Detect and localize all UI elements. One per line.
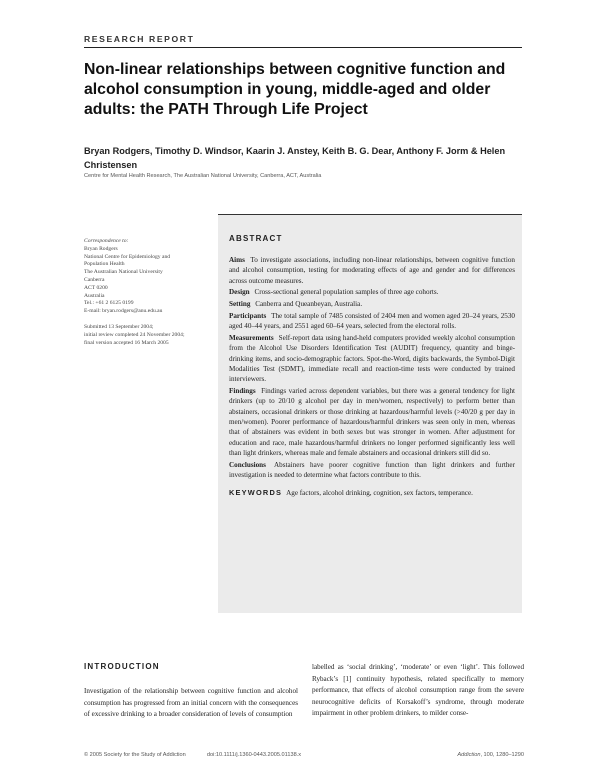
top-rule — [84, 47, 522, 48]
participants-text: The total sample of 7485 consisted of 2404 men and women aged 20–24 years, 2530 aged 40–44 years, and 2551 aged 60–64 years, selected from the electoral rolls. — [229, 311, 516, 331]
correspondence-line: ACT 0200 — [84, 284, 108, 291]
introduction-left-column: Investigation of the relationship between cognitive function and alcohol consumption has progressed from an initial concern with the consequences of excessive drinking to a broader consideration of levels of consumption — [84, 687, 298, 719]
abstract-rule — [218, 214, 522, 215]
footer-left — [84, 752, 301, 758]
abstract-design — [229, 287, 515, 297]
section-label: RESEARCH REPORT — [84, 34, 195, 44]
design-text: Cross-sectional general population samples of three age cohorts. — [254, 288, 439, 297]
abstract-conclusions — [229, 460, 515, 481]
correspondence-line: Australia — [84, 292, 105, 299]
footer-right — [457, 752, 524, 758]
abstract-aims — [229, 255, 515, 286]
doi-text[interactable]: doi:10.1111/j.1360-0443.2005.01138.x — [206, 752, 302, 758]
introduction-heading: INTRODUCTION — [84, 662, 160, 671]
keywords-text: Age factors, alcohol drinking, cognition, sex factors, temperance. — [286, 489, 473, 498]
abstract-heading: ABSTRACT — [229, 234, 283, 243]
submitted-date: Submitted 13 September 2004; — [84, 323, 154, 330]
abstract-setting — [229, 299, 515, 309]
aims-label: Aims — [229, 256, 245, 264]
design-label: Design — [229, 288, 250, 297]
abstract-keywords — [229, 488, 515, 498]
findings-text: Findings varied across dependent variables, but there was a general tendency for light drinkers (up to 20/10 g alcohol per day in men/women, respectively) to perform better than abstainers, occasional drinkers or those drinking at hazardous/harmful levels (>40/20 g per day in men/women). Poorer performance of hazardous/harmful drinkers was seen only in men, whereas that of abstainers was evident in both sexes but was stronger in women. After adjustment for education and race, male hazardous/harmful drinkers no longer performed significantly less well than light drinkers, whereas male and female abstainers and occasional drinkers still did so. — [229, 387, 515, 457]
abstract-participants — [229, 311, 515, 332]
introduction-right-column: labelled as ‘social drinking’, ‘moderate’ or even ‘light’. This followed Ryback’s [1] continuity hypothesis, related specifically to memory performance, that effects of alcohol consumption range from the severe neurocognitive deficits of Korsakoff’s syndrome, through moderate impairment in other problem drinkers, to milder conse- — [312, 663, 524, 718]
correspondence-line: National Centre for Epidemiology and — [84, 253, 171, 260]
review-date: initial review completed 24 November 2004; — [84, 331, 185, 338]
correspondence-line: Bryan Rodgers — [84, 245, 118, 252]
correspondence-line: Canberra — [84, 276, 105, 283]
correspondence-email[interactable]: E-mail: bryan.rodgers@anu.edu.au — [84, 308, 163, 315]
journal-name: Addiction — [457, 752, 481, 758]
participants-label: Participants — [229, 311, 267, 320]
aims-text: To investigate associations, including non-linear relationships, between cognitive function and alcohol consumption, testing for moderating effects of age and gender and for differences across outcome measures. — [229, 256, 515, 285]
setting-text: Canberra and Queanbeyan, Australia. — [255, 300, 363, 309]
measurements-text: Self-report data using hand-held computers provided weekly alcohol consumption from the Alcohol Use Disorders Identification Test (AUDIT) frequency, quantity and binge-drinking items, and socio-demographic factors. Spot-the-Word, digits backwards, the Symbol-Digit Modalities Test (SDMT), immediate recall and reaction-time tests were conducted by trained interviewers. — [229, 334, 515, 384]
abstract-findings — [229, 386, 515, 458]
correspondence-line: Population Health — [84, 261, 125, 268]
correspondence-line: Tel.: +61 2 6125 0199 — [84, 300, 134, 307]
affiliation: Centre for Mental Health Research, The Australian National University, Canberra, ACT, Australia — [84, 173, 322, 179]
measurements-label: Measurements — [229, 334, 274, 343]
setting-label: Setting — [229, 300, 251, 309]
correspondence-label: Correspondence to: — [84, 238, 129, 244]
conclusions-text: Abstainers have poorer cognitive function than light drinkers and further investigation is needed to determine what factors contribute to this. — [229, 460, 515, 479]
volume-pages: , 100, 1280–1290 — [480, 752, 524, 758]
author-list: Bryan Rodgers, Timothy D. Windsor, Kaarin J. Anstey, Keith B. G. Dear, Anthony F. Jorm & Helen Christensen — [84, 146, 506, 170]
keywords-label: KEYWORDS — [229, 488, 283, 498]
abstract-body — [229, 255, 515, 500]
accepted-date: final version accepted 16 March 2005 — [84, 339, 169, 346]
conclusions-label: Conclusions — [229, 460, 266, 469]
findings-label: Findings — [229, 387, 256, 396]
copyright-text: © 2005 Society for the Study of Addiction — [84, 752, 186, 758]
abstract-measurements — [229, 333, 515, 384]
article-title: Non-linear relationships between cognitive function and alcohol consumption in young, middle-aged and older adults: the PATH Through Life Project — [84, 61, 506, 118]
correspondence-block — [84, 238, 214, 347]
correspondence-line: The Australian National University — [84, 269, 163, 276]
